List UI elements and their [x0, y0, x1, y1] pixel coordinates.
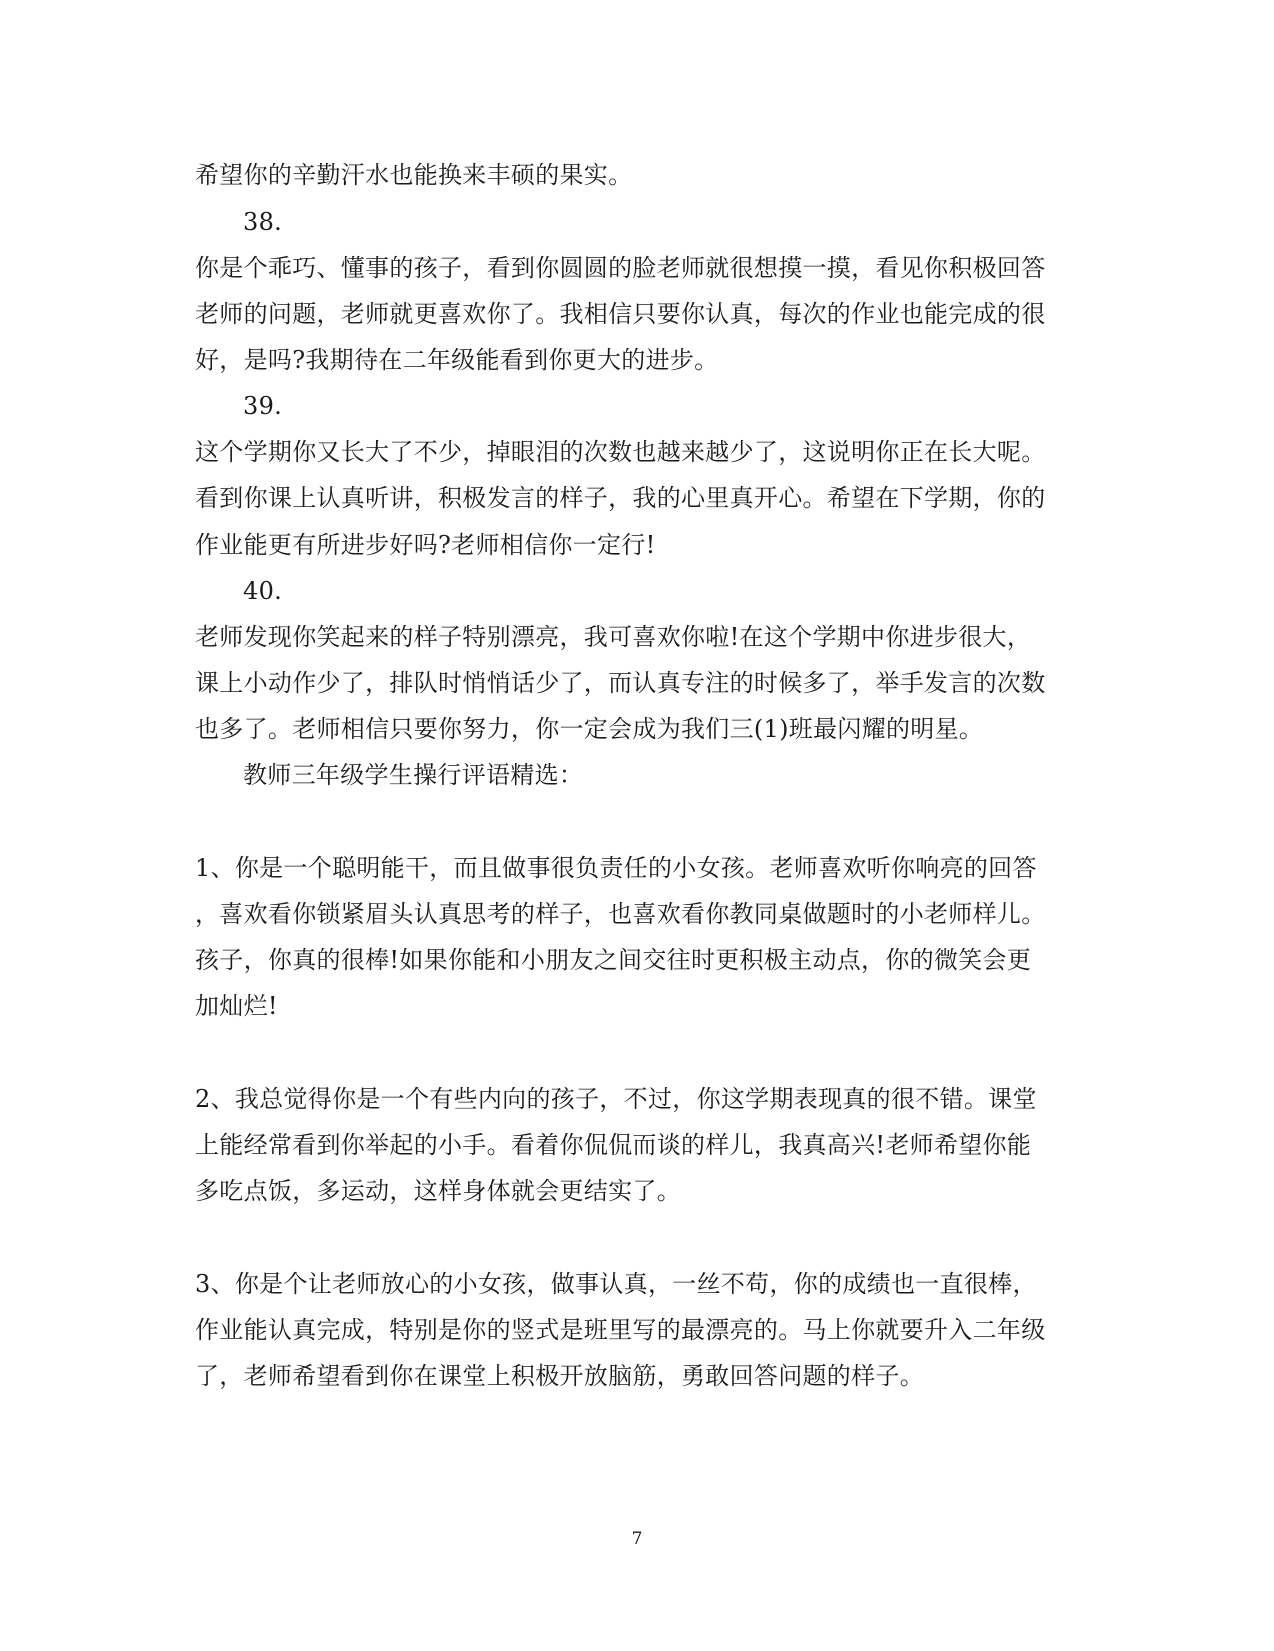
text-line: 老师发现你笑起来的样子特别漂亮，我可喜欢你啦!在这个学期中你进步很大，: [195, 623, 1032, 651]
text-line: 3、你是个让老师放心的小女孩，做事认真，一丝不苟，你的成绩也一直很棒，: [195, 1270, 1037, 1298]
text-line: 孩子，你真的很棒!如果你能和小朋友之间交往时更积极主动点，你的微笑会更: [195, 946, 1032, 974]
text-line: 多吃点饭，多运动，这样身体就会更结实了。: [195, 1177, 681, 1205]
text-line: 2、我总觉得你是一个有些内向的孩子，不过，你这学期表现真的很不错。课堂: [195, 1085, 1037, 1113]
text-line: 了，老师希望看到你在课堂上积极开放脑筋，勇敢回答问题的样子。: [195, 1362, 924, 1390]
text-line: 好，是吗?我期待在二年级能看到你更大的进步。: [195, 346, 719, 374]
section-heading: 教师三年级学生操行评语精选：: [243, 761, 584, 789]
text-line: 这个学期你又长大了不少，掉眼泪的次数也越来越少了，这说明你正在长大呢。: [195, 438, 1046, 466]
text-line: 课上小动作少了，排队时悄悄话少了，而认真专注的时候多了，举手发言的次数: [195, 669, 1046, 697]
text-line: 你是个乖巧、懂事的孩子，看到你圆圆的脸老师就很想摸一摸，看见你积极回答: [195, 254, 1046, 282]
text-line: 老师的问题，老师就更喜欢你了。我相信只要你认真，每次的作业也能完成的很: [195, 300, 1046, 328]
page-number: 7: [631, 1529, 643, 1549]
text-line: 加灿烂!: [195, 992, 278, 1020]
text-line: 也多了。老师相信只要你努力，你一定会成为我们三(1)班最闪耀的明星。: [195, 715, 984, 743]
text-line: 1、你是一个聪明能干，而且做事很负责任的小女孩。老师喜欢听你响亮的回答: [195, 854, 1037, 882]
item-number-38: 38.: [243, 208, 283, 236]
item-number-40: 40.: [243, 577, 283, 605]
text-line: 作业能更有所进步好吗?老师相信你一定行!: [195, 531, 656, 559]
text-line: 希望你的辛勤汗水也能换来丰硕的果实。: [195, 161, 633, 189]
text-line: ，喜欢看你锁紧眉头认真思考的样子，也喜欢看你教同桌做题时的小老师样儿。: [195, 900, 1046, 928]
text-line: 作业能认真完成，特别是你的竖式是班里写的最漂亮的。马上你就要升入二年级: [195, 1316, 1046, 1344]
item-number-39: 39.: [243, 392, 283, 420]
text-line: 上能经常看到你举起的小手。看着你侃侃而谈的样儿，我真高兴!老师希望你能: [195, 1131, 1032, 1159]
text-line: 看到你课上认真听讲，积极发言的样子，我的心里真开心。希望在下学期，你的: [195, 484, 1046, 512]
